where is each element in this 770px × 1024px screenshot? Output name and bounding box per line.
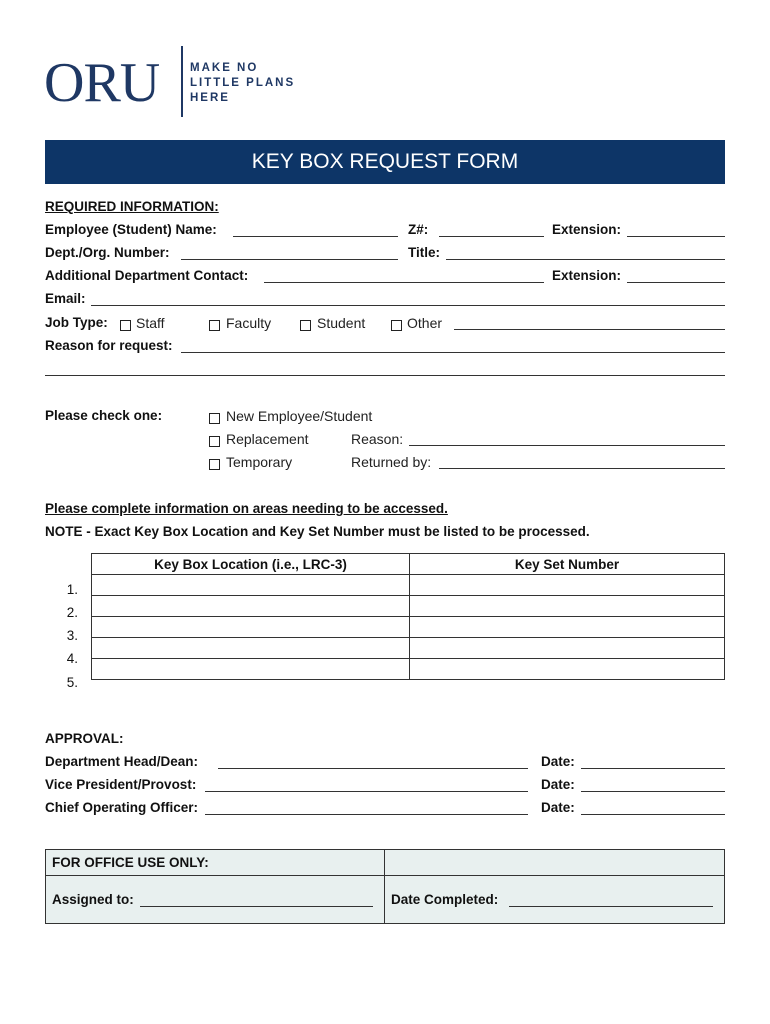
set-cell[interactable] [410,659,725,680]
returned-by-label: Returned by: [351,454,432,470]
oru-logo: ORU [44,52,160,114]
additional-contact-field[interactable] [264,282,544,283]
email-field[interactable] [91,305,725,306]
coo-signature-field[interactable] [205,814,528,815]
required-heading: REQUIRED INFORMATION: [45,199,219,214]
table-row [92,617,725,638]
job-student-label: Student [317,315,366,331]
dept-head-label: Department Head/Dean: [45,754,199,769]
assigned-cell [46,876,385,924]
coo-label: Chief Operating Officer: [45,800,199,815]
date-completed-label: Date Completed: [391,892,499,907]
dept-number-label: Dept./Org. Number: [45,245,170,260]
vp-signature-field[interactable] [205,791,528,792]
email-label: Email: [45,291,86,306]
office-header-row [46,850,725,876]
tagline-line-3: HERE [190,92,230,104]
z-number-field[interactable] [439,236,544,237]
extension2-label: Extension: [552,268,622,283]
extension-label: Extension: [552,222,622,237]
replacement-reason-label: Reason: [351,431,404,447]
table-row [92,596,725,617]
location-cell[interactable] [92,617,410,638]
reason-field[interactable] [181,352,725,353]
key-box-table [91,553,725,680]
tagline-line-1: MAKE NO [190,62,259,74]
check-one-label: Please check one: [45,408,163,423]
job-student-checkbox[interactable] [300,318,311,336]
table-row [92,575,725,596]
row-number: 4. [66,651,78,666]
tagline-line-2: LITTLE PLANS [190,77,296,89]
title-field[interactable] [446,259,725,260]
coo-date-field[interactable] [581,814,725,815]
table-header-row [92,554,725,575]
coo-date-label: Date: [541,800,575,815]
returned-by-field[interactable] [439,468,725,469]
logo-divider [181,46,183,117]
set-cell[interactable] [410,575,725,596]
set-cell[interactable] [410,638,725,659]
date-completed-field[interactable] [509,906,713,907]
new-employee-label: New Employee/Student [226,408,373,424]
job-faculty-checkbox[interactable] [209,318,220,336]
replacement-checkbox[interactable] [209,434,220,452]
logo-tagline [190,61,295,106]
dept-head-date-label: Date: [541,754,575,769]
set-cell[interactable] [410,617,725,638]
office-use-table [45,849,725,924]
job-other-checkbox[interactable] [391,318,402,336]
job-faculty-label: Faculty [226,315,272,331]
table-row [92,638,725,659]
row-number: 2. [66,605,78,620]
approval-heading: APPROVAL: [45,731,124,746]
job-staff-checkbox[interactable] [120,318,131,336]
reason-label: Reason for request: [45,338,173,353]
vp-label: Vice President/Provost: [45,777,197,792]
employee-name-field[interactable] [233,236,398,237]
location-cell[interactable] [92,659,410,680]
vp-date-label: Date: [541,777,575,792]
job-type-label: Job Type: [45,315,108,330]
set-cell[interactable] [410,596,725,617]
table-row [92,659,725,680]
completed-cell [385,876,725,924]
assigned-label: Assigned to: [52,892,134,907]
reason-field-line-2[interactable] [45,375,725,376]
row-number: 5. [66,675,78,690]
col-key-set-number: Key Set Number [410,554,725,575]
areas-instruction: Please complete information on areas needing to be accessed. [45,501,448,516]
temporary-label: Temporary [226,454,293,470]
title-label: Title: [408,245,441,260]
row-number: 3. [66,628,78,643]
z-number-label: Z#: [408,222,429,237]
employee-name-label: Employee (Student) Name: [45,222,217,237]
dept-head-date-field[interactable] [581,768,725,769]
areas-note: NOTE - Exact Key Box Location and Key Set Number must be listed to be processed. [45,524,590,539]
row-number: 1. [66,582,78,597]
office-heading: FOR OFFICE USE ONLY: [52,855,209,870]
replacement-reason-field[interactable] [409,445,725,446]
office-fields-row [46,876,725,924]
assigned-to-field[interactable] [140,906,373,907]
dept-number-field[interactable] [181,259,398,260]
extension-field[interactable] [627,236,725,237]
new-employee-checkbox[interactable] [209,411,220,429]
additional-contact-label: Additional Department Contact: [45,268,249,283]
replacement-label: Replacement [226,431,309,447]
extension2-field[interactable] [627,282,725,283]
office-empty-cell [385,850,725,876]
job-other-field[interactable] [454,329,725,330]
job-other-label: Other [407,315,443,331]
location-cell[interactable] [92,638,410,659]
col-key-box-location: Key Box Location (i.e., LRC-3) [92,554,410,575]
office-heading-cell [46,850,385,876]
form-title-banner [45,140,725,184]
location-cell[interactable] [92,596,410,617]
dept-head-signature-field[interactable] [218,768,528,769]
temporary-checkbox[interactable] [209,457,220,475]
form-title: KEY BOX REQUEST FORM [251,150,519,173]
job-staff-label: Staff [136,315,165,331]
vp-date-field[interactable] [581,791,725,792]
location-cell[interactable] [92,575,410,596]
